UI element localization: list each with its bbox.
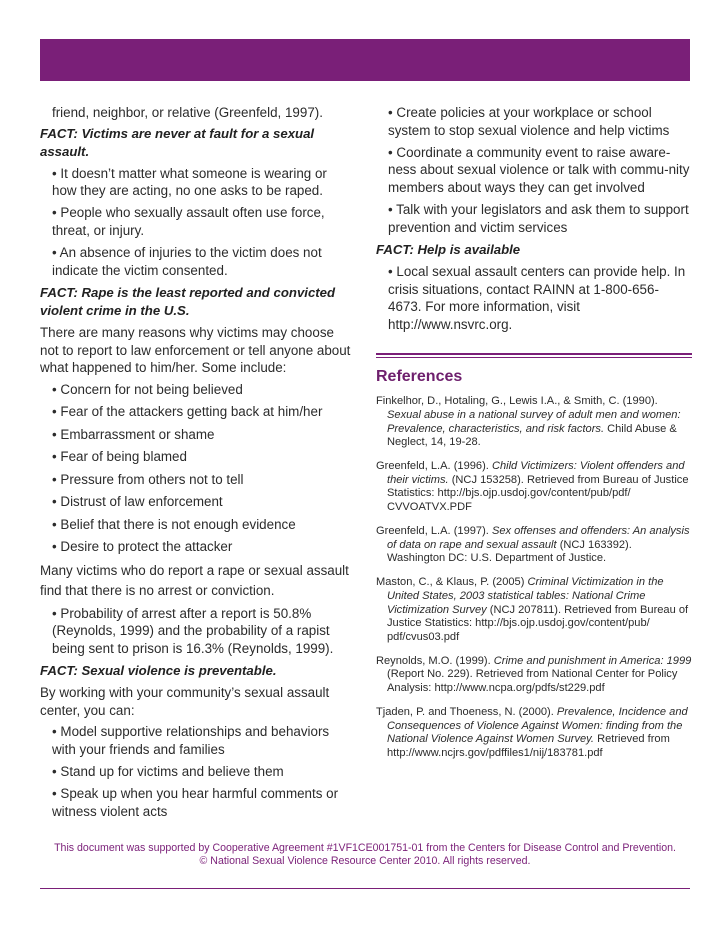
reference-source: (NCJ 153258). Retrieved from Bureau of Justice Statistics: http://bjs.ojp.usdoj.gov/content/pub/pdf/ CVVOATVX.PDF [387,473,689,513]
bottom-divider [40,888,690,889]
references-heading: References [376,368,463,386]
footer-copyright: © National Sexual Violence Resource Center 2010. All rights reserved. [199,855,531,868]
reference-authors: Reynolds, M.O. (1999). [376,654,494,667]
reference-authors: Maston, C., & Klaus, P. (2005) [376,576,528,589]
reference-source: (NCJ 163392). Washington DC: U.S. Department of Justice. [387,538,632,565]
list-item: • Pressure from others not to tell [52,471,244,487]
reference-authors: Greenfeld, L.A. (1996). [376,460,492,473]
reference-title: Child Victimizers: Violent offenders and their victims. [387,460,685,486]
reference-entry [376,576,692,644]
intro-continuation: friend, neighbor, or relative (Greenfeld, 1997). [52,105,323,120]
list-item: • Stand up for victims and believe them [52,763,284,779]
footer [40,842,690,869]
fact-heading-least-reported: FACT: Rape is the least reported and convicted violent crime in the U.S. [40,284,336,318]
list-item: • Belief that there is not enough evidence [52,516,296,532]
list-item: • Coordinate a community event to raise aware-ness about sexual violence or talk with commu-nity members about ways they can get involved [388,144,690,195]
list-item: • Speak up when you hear harmful comments or witness violent acts [52,786,339,819]
list-item: • Concern for not being believed [52,381,243,397]
reference-authors: Tjaden, P. and Thoeness, N. (2000). [376,706,557,719]
reference-source: Retrieved from http://www.ncjrs.gov/pdffiles1/nij/183781.pdf [387,733,670,759]
reasons-intro: There are many reasons why victims may choose not to report to law enforcement or tell anyone about what happened to him/her. Some include: [40,324,351,376]
reference-entry [376,395,692,449]
list-item: • Fear of being blamed [52,449,187,465]
reference-source: Child Abuse & Neglect, 14, 19-28. [387,422,677,449]
reference-source: (Report No. 229). Retrieved from National Center for Policy Analysis: http://www.ncpa.org/pdfs/st229.pdf [387,668,678,694]
section-divider [376,353,692,355]
list-item: • Probability of arrest after a report is 50.8% (Reynolds, 1999) and the probability of a rapist being sent to prison is 16.3% (Reynolds, 1999). [52,605,334,656]
list-item: • Distrust of law enforcement [52,494,223,510]
reference-authors: Finkelhor, D., Hotaling, G., Lewis I.A., & Smith, C. (1990). [376,395,658,408]
reference-title: Sexual abuse in a national survey of adult men and women: Prevalence, characteristics, and risk factors. [387,408,681,435]
reference-entry [376,706,692,760]
list-item: • Local sexual assault centers can provide help. In crisis situations, contact RAINN at 1-800-656-4673. For more information, visit http://www.nsvrc.org. [388,263,686,332]
fact-heading-victims-not-at-fault: FACT: Victims are never at fault for a sexual assault. [40,125,315,159]
fact-heading-preventable: FACT: Sexual violence is preventable. [40,662,277,678]
reference-source: (NCJ 207811). Retrieved from Bureau of Justice Statistics: http://bjs.ojp.usdoj.gov/content/pub/ pdf/cvus03.pdf [387,603,689,643]
reference-title: Criminal Victimization in the United States, 2003 statistical tables: National Crime Victimization Survey [387,576,664,616]
prevention-intro: By working with your community’s sexual assault center, you can: [40,684,330,718]
header-banner [40,39,690,81]
list-item: • Fear of the attackers getting back at him/her [52,404,323,420]
list-item: • People who sexually assault often use force, threat, or injury. [52,205,325,238]
reference-entry [376,655,692,696]
list-item: • It doesn’t matter what someone is wearing or how they are acting, no one asks to be raped. [52,165,327,199]
list-item: • Create policies at your workplace or school system to stop sexual violence and help victims [388,105,670,138]
list-item: • Model supportive relationships and behaviors with your friends and families [52,724,330,757]
list-item: • An absence of injuries to the victim does not indicate the victim consented. [52,245,322,278]
reference-title: Crime and punishment in America: 1999 [493,654,692,667]
list-item: • Embarrassment or shame [52,426,215,442]
list-item: • Desire to protect the attacker [52,539,233,555]
reference-authors: Greenfeld, L.A. (1997). [376,525,492,538]
followup-text: Many victims who do report a rape or sexual assault find that there is no arrest or conviction. [40,562,349,598]
footer-funding-notice: This document was supported by Cooperative Agreement #1VF1CE001751-01 from the Centers for Disease Control and Prevention. [54,842,676,854]
left-column [40,104,352,825]
reference-title: Sex offenses and offenders: An analysis of data on rape and sexual assault [387,525,690,551]
reference-entry [376,525,692,566]
right-column [376,104,692,771]
list-item: • Talk with your legislators and ask them to support prevention and victim services [388,202,689,235]
reference-title: Prevalence, Incidence and Consequences of Violence Against Women: finding from the National Violence Against Women Survey. [387,706,688,746]
fact-heading-help-available: FACT: Help is available [376,241,521,257]
reference-entry [376,460,692,514]
section-divider-thin [376,357,692,358]
